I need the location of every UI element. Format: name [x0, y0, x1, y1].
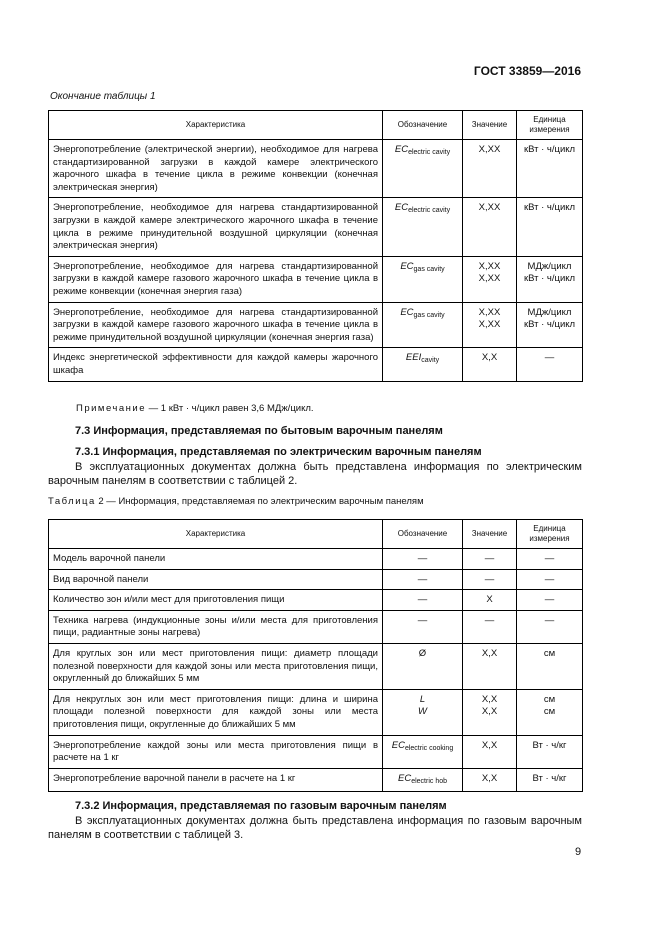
- document-id: ГОСТ 33859—2016: [473, 64, 581, 78]
- unit-cell: кВт · ч/цикл: [517, 140, 583, 198]
- table1-header-characteristic: Характеристика: [49, 111, 383, 140]
- section-7-3-2-paragraph: В эксплуатационных документах должна быть представлена информация по газовым варочным панелям в соответствии с таблицей 3.: [48, 815, 582, 841]
- symbol-cell: L W: [383, 689, 463, 735]
- characteristic-cell: Энергопотребление, необходимое для нагрева стандартизированной загрузки в каждой камере электрического жарочного шкафа в течение цикла в режиме принудительной воздушной циркуляции (конечная электрическая энергия): [49, 198, 383, 256]
- table1-header-unit: Единица измерения: [517, 111, 583, 140]
- unit-cell: см: [517, 643, 583, 689]
- unit-cell: МДж/цикл кВт · ч/цикл: [517, 302, 583, 348]
- table1-header-row: [49, 111, 583, 140]
- value-cell: X,X: [463, 735, 517, 768]
- symbol-cell: $EC_{electric cavity}$: [383, 198, 463, 256]
- section-7-3-heading: 7.3 Информация, представляемая по бытовым варочным панелям: [75, 425, 443, 437]
- characteristic-cell: Техника нагрева (индукционные зоны и/или места для приготовления пищи, радиантные зоны нагрева): [49, 610, 383, 643]
- table-row: [49, 256, 583, 302]
- table1-header-value: Значение: [463, 111, 517, 140]
- value-cell: X,XX X,XX: [463, 256, 517, 302]
- unit-cell: —: [517, 348, 583, 381]
- characteristic-cell: Энергопотребление каждой зоны или места приготовления пищи в расчете на 1 кг: [49, 735, 383, 768]
- value-cell: —: [463, 549, 517, 570]
- symbol-cell: —: [383, 610, 463, 643]
- table-row: [49, 302, 583, 348]
- table-row: [49, 590, 583, 611]
- table2-header-symbol: Обозначение: [383, 520, 463, 549]
- table-row: [49, 689, 583, 735]
- characteristic-cell: Количество зон и/или мест для приготовления пищи: [49, 590, 383, 611]
- table2: [48, 519, 583, 792]
- table-row: [49, 198, 583, 256]
- table2-header-row: [49, 520, 583, 549]
- characteristic-cell: Для круглых зон или мест приготовления пищи: диаметр площади полезной поверхности для каждой зоны или места приготовления пищи, округленный до ближайших 5 мм: [49, 643, 383, 689]
- characteristic-cell: Для некруглых зон или мест приготовления пищи: длина и ширина площади полезной поверхности для каждой зоны или места приготовления пищи, округленные до ближайших 5 мм: [49, 689, 383, 735]
- unit-cell: см см: [517, 689, 583, 735]
- section-7-3-2-heading: 7.3.2 Информация, представляемая по газовым варочным панелям: [75, 800, 447, 812]
- table1: [48, 110, 583, 382]
- symbol-cell: Ø: [383, 643, 463, 689]
- characteristic-cell: Модель варочной панели: [49, 549, 383, 570]
- symbol-cell: $EC_{electric hob}$: [383, 768, 463, 792]
- value-cell: X,X: [463, 643, 517, 689]
- section-7-3-1-heading: 7.3.1 Информация, представляемая по электрическим варочным панелям: [75, 446, 482, 458]
- table-row: [49, 643, 583, 689]
- unit-cell: Вт · ч/кг: [517, 768, 583, 792]
- symbol-cell: —: [383, 549, 463, 570]
- page-number: 9: [575, 846, 582, 858]
- symbol-cell: —: [383, 569, 463, 590]
- table2-header-value: Значение: [463, 520, 517, 549]
- unit-cell: МДж/цикл кВт · ч/цикл: [517, 256, 583, 302]
- unit-cell: —: [517, 569, 583, 590]
- table2-header-characteristic: Характеристика: [49, 520, 383, 549]
- characteristic-cell: Энергопотребление (электрической энергии), необходимое для нагрева стандартизированной загрузки в каждой камере электрического жарочного шкафа в течение цикла в режиме конвекции (конечная электрическая энергия): [49, 140, 383, 198]
- value-cell: —: [463, 569, 517, 590]
- unit-cell: кВт · ч/цикл: [517, 198, 583, 256]
- table1-header-symbol: Обозначение: [383, 111, 463, 140]
- table1-note: Примечание — 1 кВт · ч/цикл равен 3,6 МДж/цикл.: [76, 403, 314, 414]
- table2-caption: Таблица 2 — Информация, представляемая по электрическим варочным панелям: [48, 496, 424, 507]
- value-cell: —: [463, 610, 517, 643]
- characteristic-cell: Энергопотребление варочной панели в расчете на 1 кг: [49, 768, 383, 792]
- table-row: [49, 348, 583, 381]
- table-row: [49, 735, 583, 768]
- symbol-cell: $EC_{gas cavity}$: [383, 302, 463, 348]
- symbol-cell: —: [383, 590, 463, 611]
- characteristic-cell: Энергопотребление, необходимое для нагрева стандартизированной загрузки в каждой камере газового жарочного шкафа в течение цикла в режиме конвекции (конечная энергия газа): [49, 256, 383, 302]
- table-row: [49, 140, 583, 198]
- characteristic-cell: Вид варочной панели: [49, 569, 383, 590]
- table-row: [49, 768, 583, 792]
- table2-header-unit: Единица измерения: [517, 520, 583, 549]
- table-row: [49, 569, 583, 590]
- value-cell: X,XX: [463, 140, 517, 198]
- value-cell: X,X: [463, 768, 517, 792]
- symbol-cell: $EC_{electric cavity}$: [383, 140, 463, 198]
- value-cell: X,XX X,XX: [463, 302, 517, 348]
- table-row: [49, 549, 583, 570]
- value-cell: X,X: [463, 348, 517, 381]
- unit-cell: —: [517, 610, 583, 643]
- table1-caption: Окончание таблицы 1: [50, 91, 156, 102]
- unit-cell: Вт · ч/кг: [517, 735, 583, 768]
- value-cell: X,X X,X: [463, 689, 517, 735]
- table-row: [49, 610, 583, 643]
- symbol-cell: $EC_{gas cavity}$: [383, 256, 463, 302]
- characteristic-cell: Индекс энергетической эффективности для каждой камеры жарочного шкафа: [49, 348, 383, 381]
- section-7-3-1-paragraph: В эксплуатационных документах должна быть представлена информация по электрическим варочным панелям в соответствии с таблицей 2.: [48, 461, 582, 487]
- unit-cell: —: [517, 549, 583, 570]
- symbol-cell: $EC_{electric cooking}$: [383, 735, 463, 768]
- symbol-cell: $EEI_{cavity}$: [383, 348, 463, 381]
- value-cell: X,XX: [463, 198, 517, 256]
- unit-cell: —: [517, 590, 583, 611]
- characteristic-cell: Энергопотребление, необходимое для нагрева стандартизированной загрузки в каждой камере газового жарочного шкафа в течение цикла в режиме принудительной воздушной циркуляции (конечная энергия газа): [49, 302, 383, 348]
- value-cell: X: [463, 590, 517, 611]
